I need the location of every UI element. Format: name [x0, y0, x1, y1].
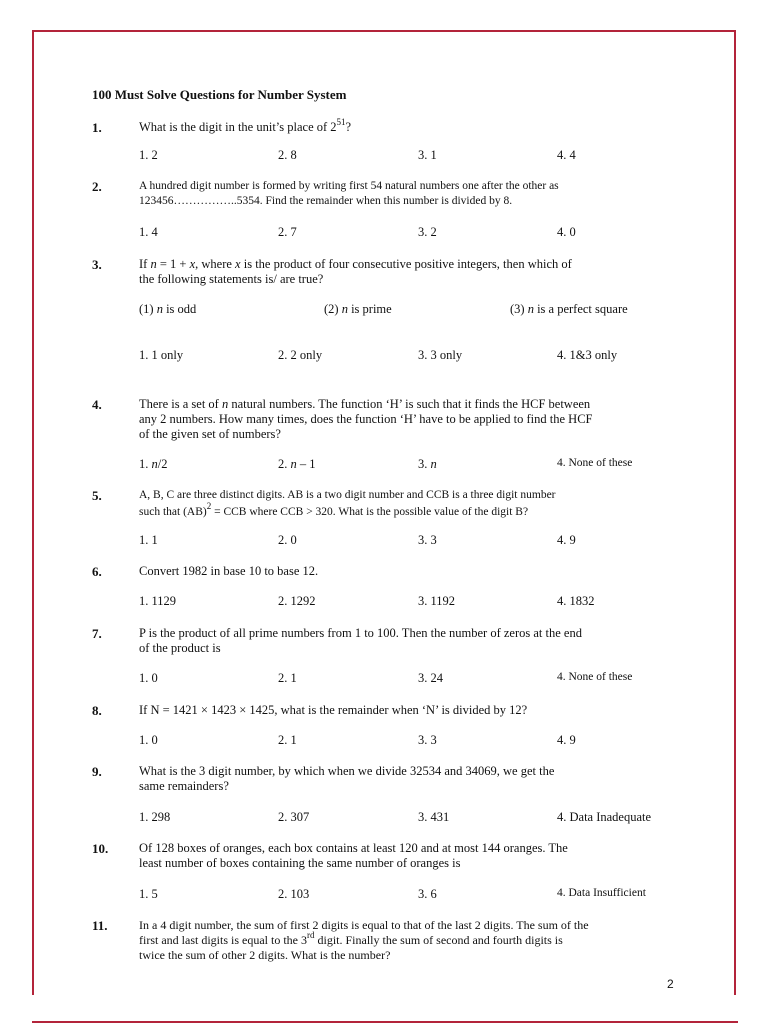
option-1: 1. 0	[139, 671, 158, 685]
option-1: 1. n/2	[139, 457, 168, 471]
option-1: 1. 1	[139, 533, 158, 547]
statement-2: (2) n is prime	[324, 302, 392, 316]
option-4: 4. 9	[557, 533, 576, 547]
option-3: 3. 3	[418, 533, 437, 547]
option-3: 3. 6	[418, 887, 437, 901]
option-2: 2. 8	[278, 148, 297, 162]
question-text: What is the digit in the unit’s place of $2^{51}$?	[139, 116, 352, 134]
question-text: A hundred digit number is formed by writing first 54 natural numbers one after the other as 123456……………..5354. Find the remainder when this number is divided by 8.	[139, 180, 559, 207]
page-border-bottom	[32, 1021, 738, 1023]
option-2: 2. 1	[278, 733, 297, 747]
option-1: 1. 1 only	[139, 348, 184, 362]
option-2: 2. 7	[278, 225, 297, 239]
option-4: 4. 4	[557, 148, 576, 162]
statement-3: (3) n is a perfect square	[510, 302, 628, 316]
option-3: 3. n	[418, 457, 437, 471]
option-4: 4. 0	[557, 225, 576, 239]
question-number: 6.	[92, 564, 102, 579]
option-1: 1. 2	[139, 148, 158, 162]
option-3: 3. 3 only	[418, 348, 463, 362]
option-3: 3. 1192	[418, 594, 456, 608]
option-1: 1. 298	[139, 810, 171, 824]
option-1: 1. 4	[139, 225, 158, 239]
option-4: 4. 1832	[557, 594, 595, 608]
option-2: 2. 1292	[278, 594, 316, 608]
option-1: 1. 0	[139, 733, 158, 747]
option-2: 2. 2 only	[278, 348, 323, 362]
option-1: 1. 1129	[139, 594, 177, 608]
question-text: If n = 1 + x, where x is the product of four consecutive positive integers, then which of the following statements is/ are true?	[139, 257, 572, 286]
question-text: If N = 1421 × 1423 × 1425, what is the remainder when ‘N’ is divided by 12?	[139, 703, 528, 717]
question-number: 3.	[92, 257, 102, 272]
option-4: 4. None of these	[557, 457, 633, 469]
option-3: 3. 3	[418, 733, 437, 747]
question-text: Of 128 boxes of oranges, each box contains at least 120 and at most 144 oranges. The least number of boxes containing the same number of oranges is	[139, 841, 568, 870]
option-3: 3. 431	[418, 810, 450, 824]
question-number: 4.	[92, 397, 102, 412]
question-number: 2.	[92, 179, 102, 194]
question-text: Convert 1982 in base 10 to base 12.	[139, 564, 319, 578]
question-text: There is a set of n natural numbers. The function ‘H’ is such that it finds the HCF between any 2 numbers. How many times, does the function ‘H’ have to be applied to find the HCF of the given set of numbers?	[139, 397, 593, 441]
page-title: 100 Must Solve Questions for Number System	[92, 87, 347, 102]
option-2: 2. 307	[278, 810, 310, 824]
statement-1: (1) n is odd	[139, 302, 197, 316]
option-2: 2. n – 1	[278, 457, 316, 471]
option-3: 3. 1	[418, 148, 437, 162]
question-text: In a 4 digit number, the sum of first 2 digits is equal to that of the last 2 digits. The sum of the first and last digits is equal to the 3rd digit. Finally the sum of second and fourth digits is twice the sum of other 2 digits. What is the number?	[139, 918, 589, 962]
question-number: 11.	[92, 918, 108, 933]
question-number: 8.	[92, 703, 102, 718]
question-number: 9.	[92, 764, 102, 779]
page-number: 2	[667, 977, 674, 991]
question-number: 7.	[92, 626, 102, 641]
option-4: 4. 1&3 only	[557, 348, 618, 362]
option-3: 3. 2	[418, 225, 437, 239]
question-number: 10.	[92, 841, 109, 856]
option-1: 1. 5	[139, 887, 158, 901]
option-4: 4. Data Inadequate	[557, 810, 652, 824]
option-4: 4. Data Insufficient	[557, 887, 646, 899]
option-4: 4. None of these	[557, 671, 633, 683]
question-number: 1.	[92, 120, 102, 135]
option-2: 2. 1	[278, 671, 297, 685]
question-number: 5.	[92, 488, 102, 503]
question-text: What is the 3 digit number, by which when we divide 32534 and 34069, we get the same remainders?	[139, 764, 555, 793]
question-text: A, B, C are three distinct digits. AB is a two digit number and CCB is a three digit number such that (AB)$^2$ = CCB where CCB > 320. What is the possible value of the digit B?	[139, 489, 556, 518]
option-4: 4. 9	[557, 733, 576, 747]
option-3: 3. 24	[418, 671, 443, 685]
question-text: P is the product of all prime numbers from 1 to 100. Then the number of zeros at the end of the product is	[139, 626, 582, 655]
option-2: 2. 0	[278, 533, 297, 547]
option-2: 2. 103	[278, 887, 310, 901]
